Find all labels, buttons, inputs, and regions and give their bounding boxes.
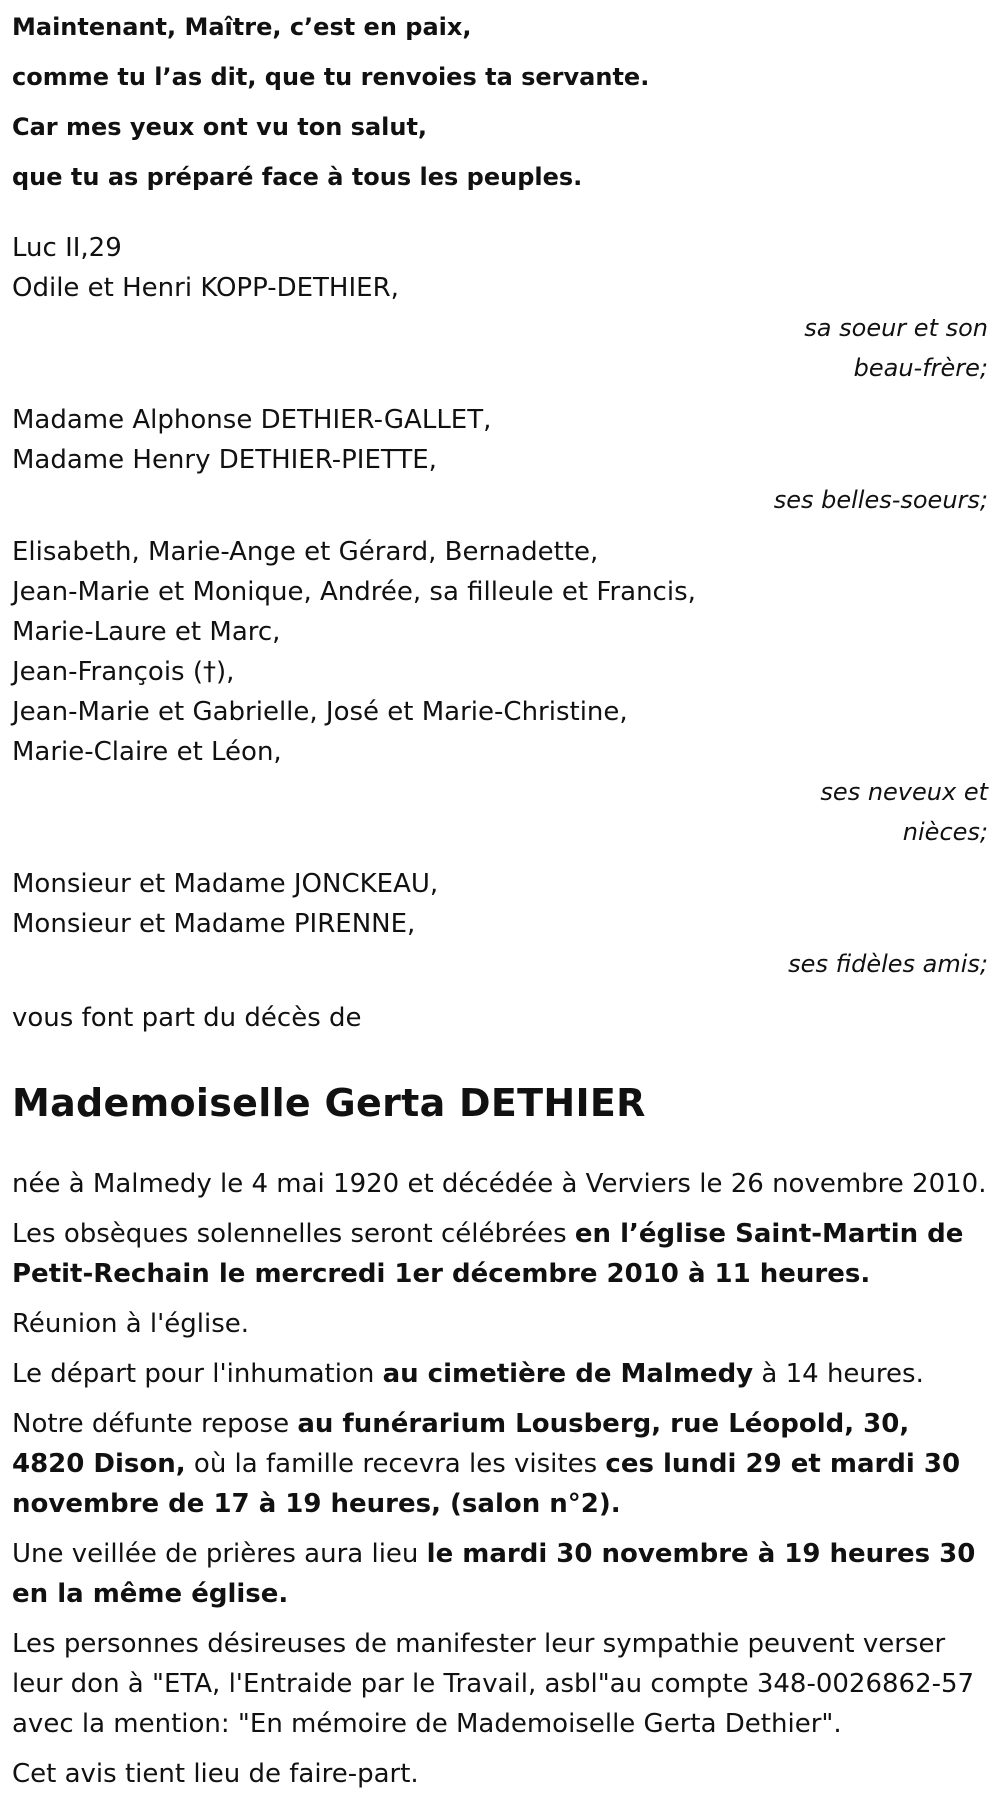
meeting-text: Réunion à l'église.	[12, 1309, 250, 1339]
family-name-line: Monsieur et Madame PIRENNE,	[12, 909, 416, 939]
family-name-line: Madame Alphonse DETHIER-GALLET,	[12, 405, 492, 435]
family-name-line: Jean-Marie et Gabrielle, José et Marie-Christine,	[12, 697, 628, 727]
repose-text: Notre défunte repose au funérarium Lousberg, rue Léopold, 30, 4820 Dison, où la famille recevra les visites ces lundi 29 et mardi 30 novembre de 17 à 19 heures, (salon n°2).	[12, 1409, 961, 1519]
birth-death-text: née à Malmedy le 4 mai 1920 et décédée à Verviers le 26 novembre 2010.	[12, 1169, 987, 1199]
funeral-text: Les obsèques solennelles seront célébrées en l’église Saint-Martin de Petit-Rechain le mercredi 1er décembre 2010 à 11 heures.	[12, 1219, 964, 1289]
family-name-line: Jean-François (†),	[12, 657, 235, 687]
closing-text: Cet avis tient lieu de faire-part.	[12, 1759, 419, 1789]
family-name-line: Marie-Laure et Marc,	[12, 617, 281, 647]
family-group-friends	[12, 864, 990, 984]
announcement-text: vous font part du décès de	[12, 1003, 362, 1033]
verse-line: comme tu l’as dit, que tu renvoies ta servante.	[12, 63, 650, 91]
family-group-nephews-nieces	[12, 532, 990, 852]
family-name-line: Elisabeth, Marie-Ange et Gérard, Bernadette,	[12, 537, 599, 567]
verse-line: Car mes yeux ont vu ton salut,	[12, 113, 428, 141]
family-group-sisters-in-law	[12, 400, 990, 520]
vigil-text: Une veillée de prières aura lieu le mardi 30 novembre à 19 heures 30 en la même église.	[12, 1539, 976, 1609]
bible-verse	[12, 2, 990, 202]
obituary-content	[12, 2, 990, 1794]
verse-line: Maintenant, Maître, c’est en paix,	[12, 13, 472, 41]
relation-label: ses belles-soeurs;	[773, 486, 988, 514]
deceased-name: Mademoiselle Gerta DETHIER	[12, 1081, 646, 1125]
verse-line: que tu as préparé face à tous les peuples.	[12, 163, 583, 191]
family-name-line: Madame Henry DETHIER-PIETTE,	[12, 445, 437, 475]
burial-text: Le départ pour l'inhumation au cimetière de Malmedy à 14 heures.	[12, 1359, 924, 1389]
relation-label: ses neveux et nièces;	[820, 778, 988, 846]
verse-reference: Luc II,29	[12, 233, 122, 263]
family-name-line: Monsieur et Madame JONCKEAU,	[12, 869, 439, 899]
obituary-details	[12, 1164, 990, 1794]
donation-text: Les personnes désireuses de manifester leur sympathie peuvent verser leur don à "ETA, l'Entraide par le Travail, asbl"au compte 348-0026862-57 avec la mention: "En mémoire de Mademoiselle Gerta Dethier".	[12, 1629, 975, 1739]
family-name-line: Marie-Claire et Léon,	[12, 737, 282, 767]
relation-label: ses fidèles amis;	[788, 950, 988, 978]
family-name-line: Odile et Henri KOPP-DETHIER,	[12, 273, 399, 303]
family-name-line: Jean-Marie et Monique, Andrée, sa filleule et Francis,	[12, 577, 696, 607]
relation-label: sa soeur et son beau-frère;	[804, 314, 988, 382]
family-group-sister	[12, 268, 990, 388]
